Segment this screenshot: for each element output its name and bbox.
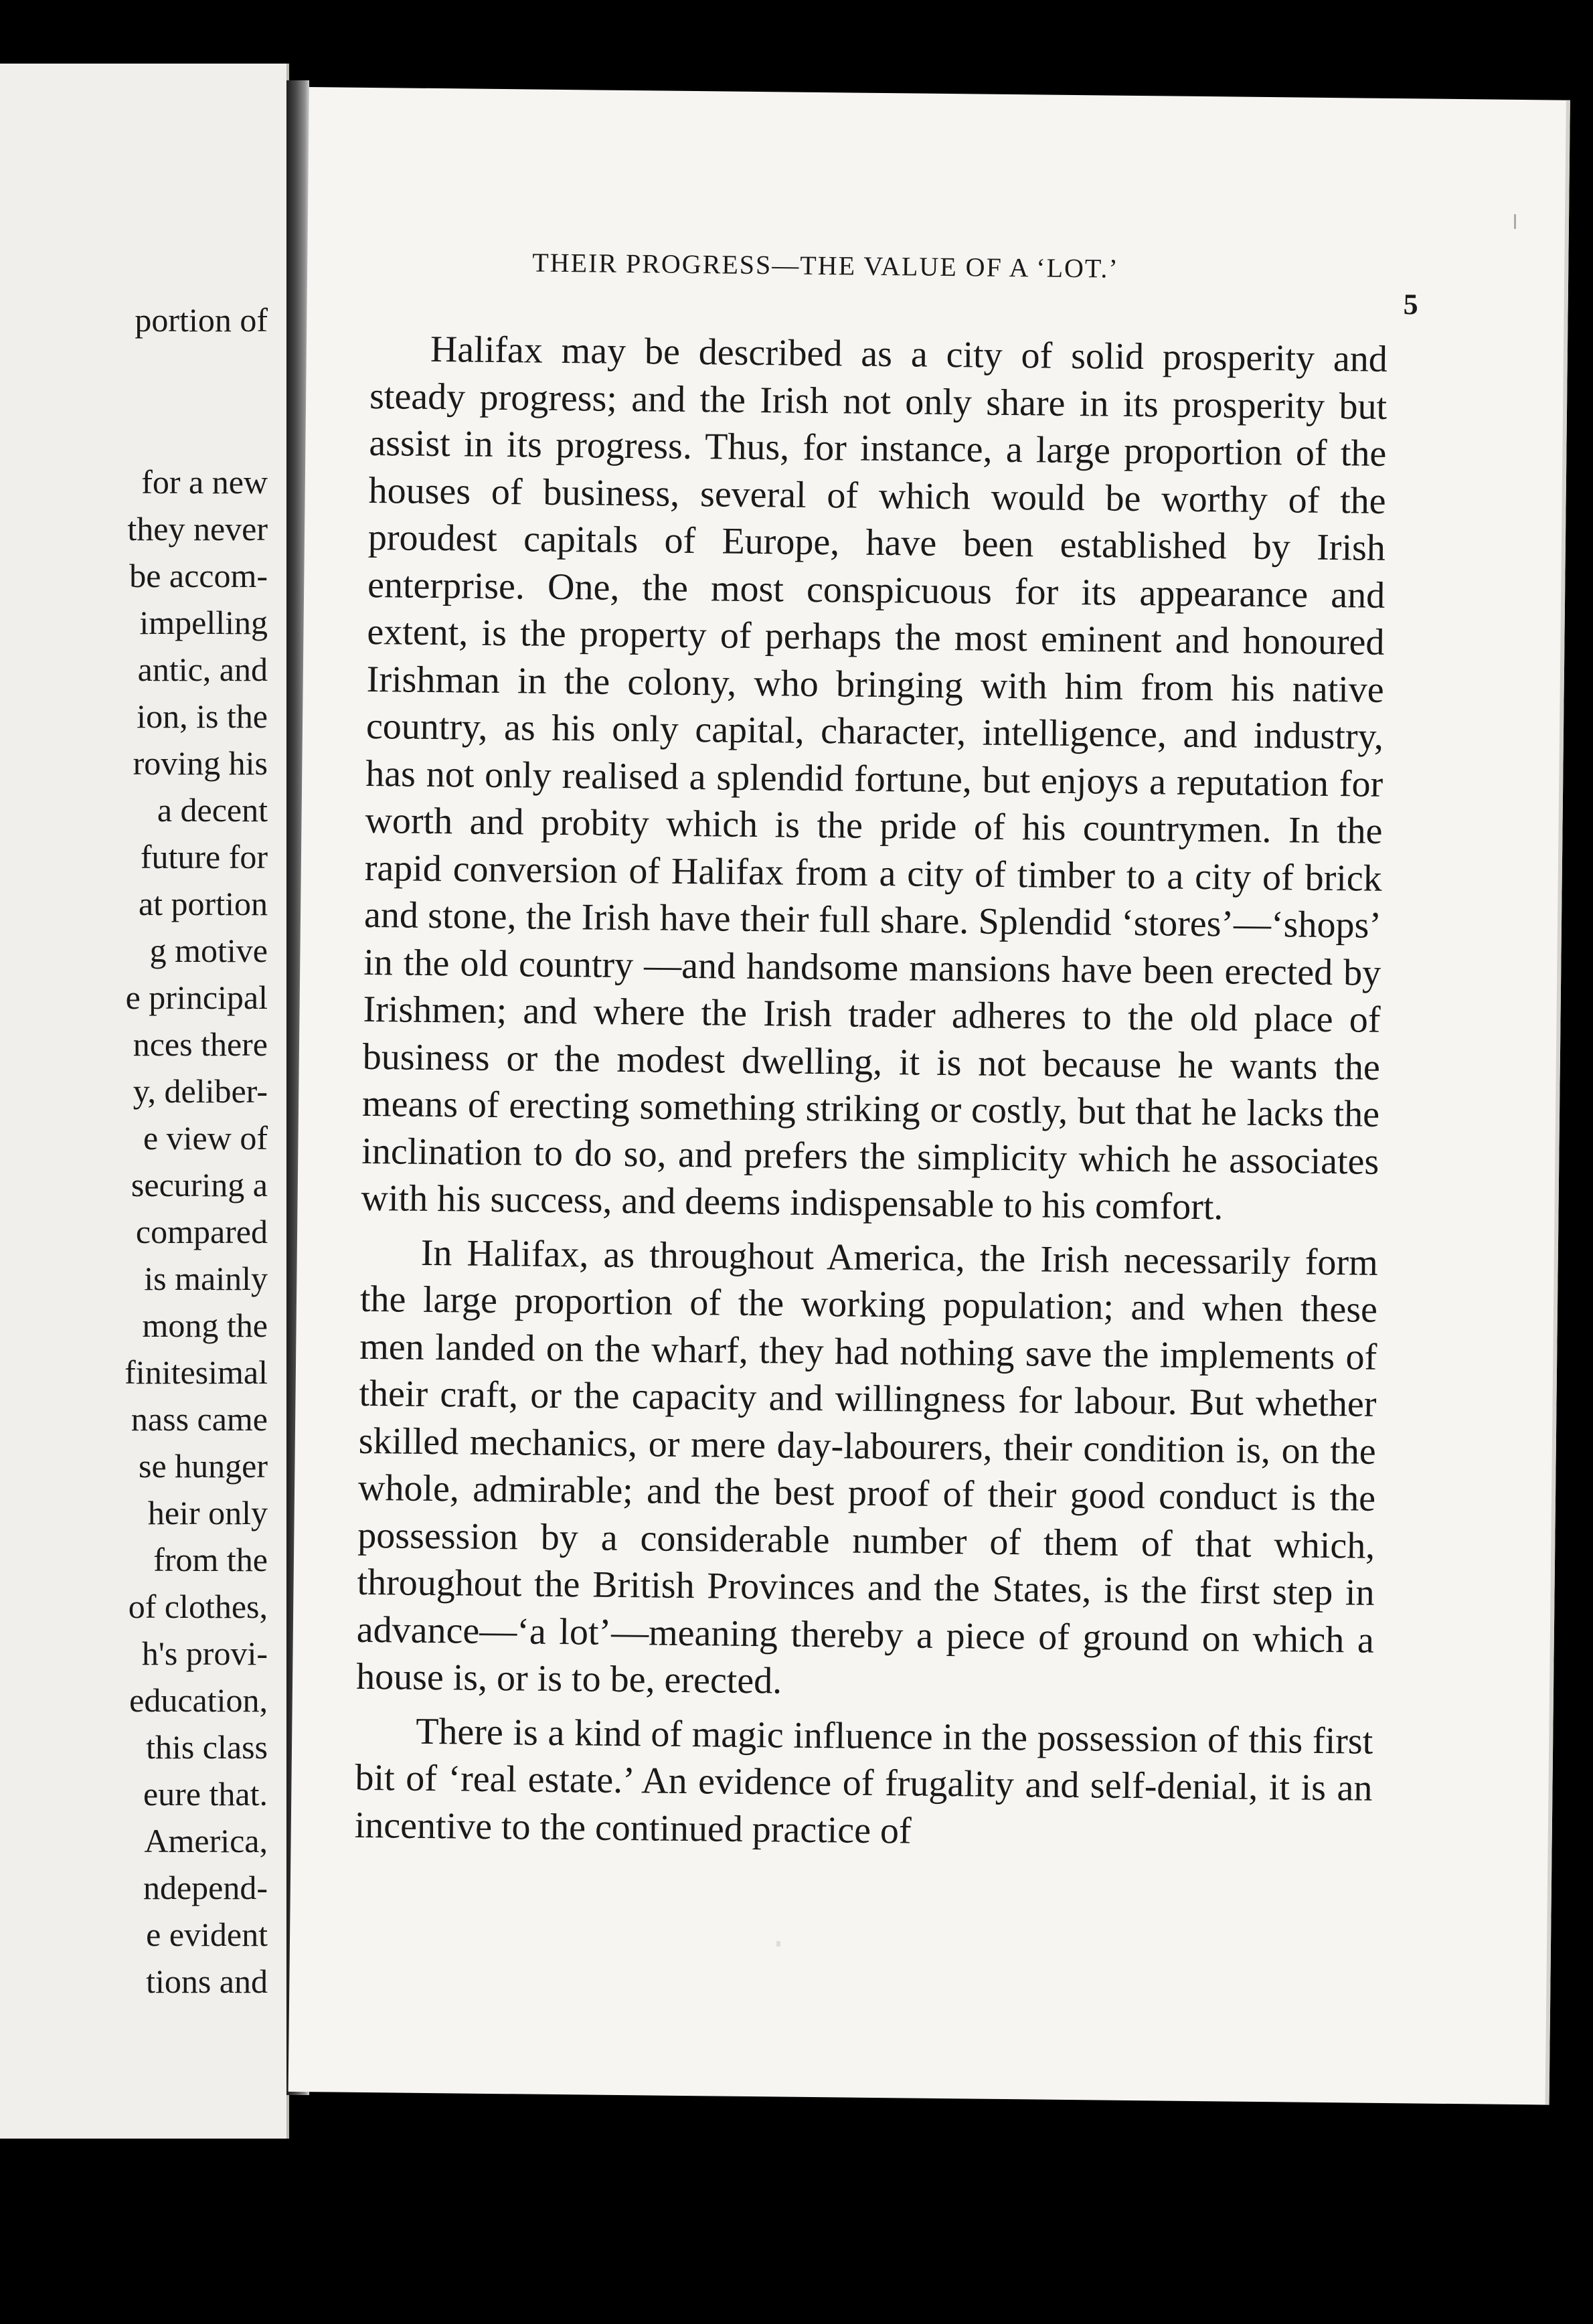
page-number: 5 bbox=[1403, 288, 1418, 321]
right-page bbox=[288, 87, 1570, 2105]
left-page-line: America, bbox=[144, 1822, 268, 1859]
left-page-line: eure that. bbox=[143, 1775, 268, 1813]
running-header: THEIR PROGRESS—THE VALUE OF A ‘LOT.’ bbox=[532, 247, 1119, 284]
scan-speck bbox=[776, 1941, 780, 1946]
paragraph: There is a kind of magic influence in the possession of this first bit of ‘real estate.’ An evidence of frugality and self-denial, it is an incentive to the continued practice of bbox=[354, 1710, 1373, 1852]
left-page-line: portion of bbox=[135, 301, 268, 339]
paragraph: Halifax may be described as a city of solid prosperity and steady progress; and the Irish not only share in its prosperity but assist in its progress. Thus, for instance, a large proportion of the houses of business, several of which would be worthy of the proudest capitals of Europe, have been established by Irish enterprise. One, the most conspicuous for its appearance and extent, is the property of perhaps the most eminent and honoured Irishman in the colony, who bringing with him from his native country, as his only capital, character, intelligence, and industry, has not only realised a splendid fortune, but enjoys a reputation for worth and probity which is the pride of his countrymen. In the rapid conversion of Halifax from a city of timber to a city of brick and stone, the Irish have their full share. Splendid ‘stores’—‘shops’ in the old country —and handsome mansions have been erected by Irishmen; and where the Irish trader adheres to the old place of business or the modest dwelling, it is not because he wants the means of erecting something striking or costly, but that he lacks the inclination to do so, and prefers the simplicity which he associates with his success, and deems indispensable to his comfort. bbox=[361, 328, 1388, 1228]
left-page-line: mong the bbox=[142, 1307, 268, 1344]
left-page-line: be accom- bbox=[129, 557, 268, 594]
left-page-line: future for bbox=[140, 838, 268, 876]
left-page-line: finitesimal bbox=[124, 1353, 268, 1391]
left-page-line: nass came bbox=[131, 1400, 268, 1438]
left-page-line: e evident bbox=[146, 1916, 268, 1953]
left-page bbox=[0, 64, 289, 2139]
left-page-line: tions and bbox=[146, 1963, 268, 2000]
left-page-line: this class bbox=[146, 1728, 268, 1766]
left-page-line: g motive bbox=[149, 932, 268, 969]
left-page-line: they never bbox=[127, 510, 268, 548]
left-page-line: ion, is the bbox=[137, 697, 268, 735]
scan-speck bbox=[1514, 214, 1516, 229]
left-page-line: heir only bbox=[147, 1494, 268, 1531]
left-page-line: securing a bbox=[131, 1166, 268, 1204]
left-page-line: from the bbox=[153, 1541, 268, 1578]
left-page-line: compared bbox=[135, 1213, 268, 1250]
left-page-line: education, bbox=[129, 1681, 268, 1719]
left-page-line: se hunger bbox=[139, 1447, 268, 1485]
left-page-line: nces there bbox=[133, 1025, 268, 1063]
left-page-line: e view of bbox=[143, 1119, 268, 1157]
left-page-line: ndepend- bbox=[143, 1869, 268, 1906]
left-page-line: is mainly bbox=[144, 1260, 268, 1297]
body-text bbox=[354, 325, 1388, 1859]
left-page-line: at portion bbox=[138, 885, 268, 922]
left-page-line: for a new bbox=[141, 463, 268, 501]
paragraph: In Halifax, as throughout America, the Irish necessarily form the large proportion of the working population; and when these men landed on the wharf, they had nothing save the implements of their craft, or the capacity and willingness for labour. But whether skilled mechanics, or mere day-labourers, their condition is, on the whole, admirable; and the best proof of their good conduct is the possession by a considerable number of them of that which, throughout the British Provinces and the States, is the first step in advance—‘a lot’—meaning thereby a piece of ground on which a house is, or is to be, erected. bbox=[355, 1232, 1379, 1702]
left-page-line: a decent bbox=[157, 791, 268, 829]
left-page-line: y, deliber- bbox=[133, 1072, 268, 1110]
left-page-line: antic, and bbox=[137, 651, 268, 688]
left-page-line: roving his bbox=[133, 744, 268, 782]
left-page-line: e principal bbox=[125, 979, 268, 1016]
left-page-line: impelling bbox=[139, 604, 268, 641]
left-page-line: of clothes, bbox=[128, 1588, 268, 1625]
left-page-line: h's provi- bbox=[141, 1635, 268, 1672]
